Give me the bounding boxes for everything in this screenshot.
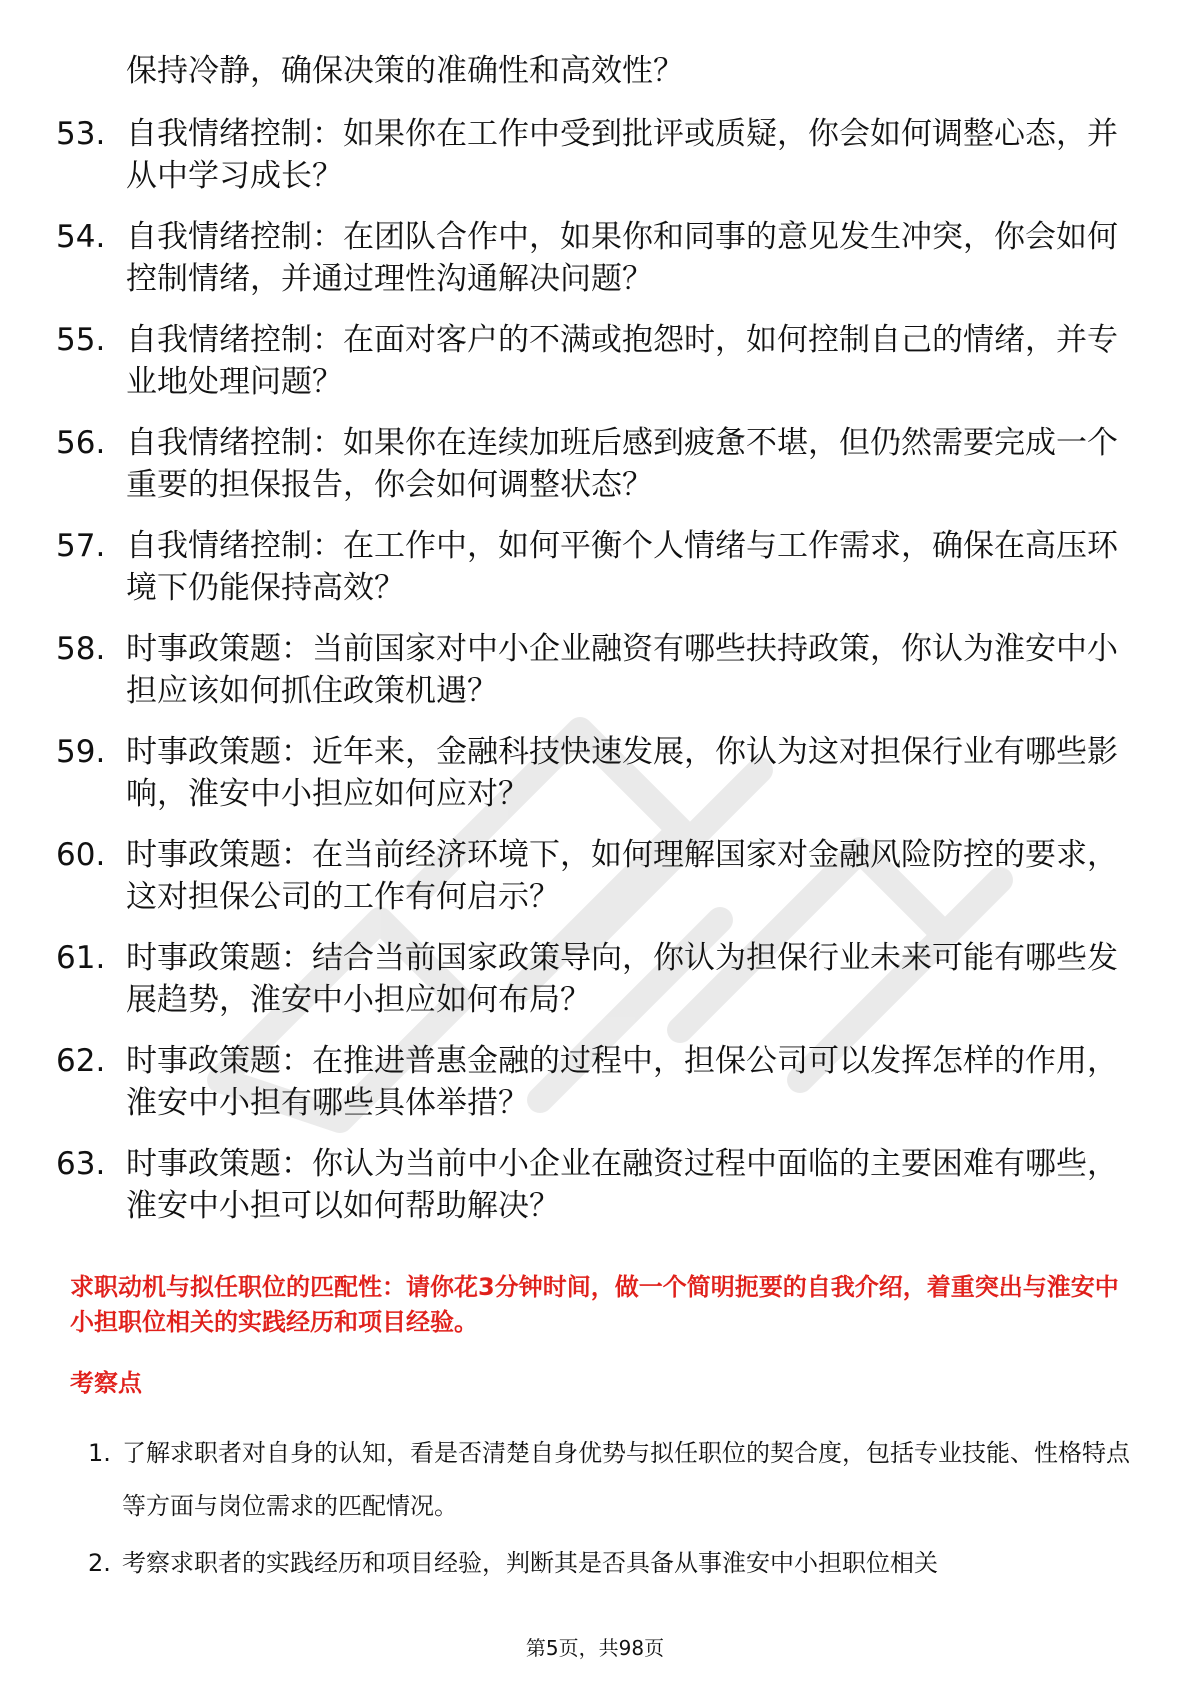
question-item-55	[56, 319, 1136, 403]
focus-point-2	[88, 1537, 1130, 1590]
question-item-61	[56, 937, 1136, 1021]
question-text: 自我情绪控制：在面对客户的不满或抱怨时，如何控制自己的情绪，并专业地处理问题？	[126, 322, 1118, 400]
answer-section	[70, 1270, 1130, 1594]
question-list	[56, 50, 1136, 1246]
question-number: 59.	[56, 734, 106, 770]
question-item-53	[56, 113, 1136, 197]
question-text: 时事政策题：在推进普惠金融的过程中，担保公司可以发挥怎样的作用，淮安中小担有哪些具体举措？	[126, 1043, 1118, 1121]
page-footer: 第5页，共98页	[525, 1636, 665, 1660]
question-item-54	[56, 216, 1136, 300]
question-item-63	[56, 1143, 1136, 1227]
question-item-52-continued	[56, 50, 1136, 92]
question-item-60	[56, 834, 1136, 918]
question-item-59	[56, 731, 1136, 815]
question-text: 自我情绪控制：在团队合作中，如果你和同事的意见发生冲突，你会如何控制情绪，并通过理性沟通解决问题？	[126, 219, 1118, 297]
question-text: 保持冷静，确保决策的准确性和高效性？	[126, 53, 684, 89]
question-text: 时事政策题：在当前经济环境下，如何理解国家对金融风险防控的要求，这对担保公司的工作有何启示？	[126, 837, 1118, 915]
question-number: 60.	[56, 837, 106, 873]
question-text: 时事政策题：结合当前国家政策导向，你认为担保行业未来可能有哪些发展趋势，淮安中小担应如何布局？	[126, 940, 1118, 1018]
question-text: 时事政策题：当前国家对中小企业融资有哪些扶持政策，你认为淮安中小担应该如何抓住政策机遇？	[126, 631, 1118, 709]
question-text: 时事政策题：近年来，金融科技快速发展，你认为这对担保行业有哪些影响，淮安中小担应如何应对？	[126, 734, 1118, 812]
question-text: 时事政策题：你认为当前中小企业在融资过程中面临的主要困难有哪些，淮安中小担可以如何帮助解决？	[126, 1146, 1118, 1224]
point-text: 考察求职者的实践经历和项目经验，判断其是否具备从事淮安中小担职位相关	[122, 1549, 938, 1577]
focus-points-title: 考察点	[70, 1369, 142, 1397]
question-number: 62.	[56, 1043, 106, 1079]
section-heading: 求职动机与拟任职位的匹配性：请你花3分钟时间，做一个简明扼要的自我介绍，着重突出与淮安中小担职位相关的实践经历和项目经验。	[70, 1273, 1119, 1336]
focus-points-list	[70, 1427, 1130, 1590]
point-number: 2.	[88, 1549, 111, 1577]
question-number: 63.	[56, 1146, 106, 1182]
question-text: 自我情绪控制：在工作中，如何平衡个人情绪与工作需求，确保在高压环境下仍能保持高效？	[126, 528, 1118, 606]
question-item-56	[56, 422, 1136, 506]
question-number: 58.	[56, 631, 106, 667]
question-text: 自我情绪控制：如果你在工作中受到批评或质疑，你会如何调整心态，并从中学习成长？	[126, 116, 1118, 194]
point-number: 1.	[88, 1439, 111, 1467]
question-number: 55.	[56, 322, 106, 358]
question-number: 56.	[56, 425, 106, 461]
question-number: 53.	[56, 116, 106, 152]
focus-point-1	[88, 1427, 1130, 1533]
question-item-57	[56, 525, 1136, 609]
point-text: 了解求职者对自身的认知，看是否清楚自身优势与拟任职位的契合度，包括专业技能、性格特点等方面与岗位需求的匹配情况。	[122, 1439, 1130, 1520]
question-text: 自我情绪控制：如果你在连续加班后感到疲惫不堪，但仍然需要完成一个重要的担保报告，你会如何调整状态？	[126, 425, 1118, 503]
question-number: 57.	[56, 528, 106, 564]
question-item-58	[56, 628, 1136, 712]
question-item-62	[56, 1040, 1136, 1124]
question-number: 54.	[56, 219, 106, 255]
question-number: 61.	[56, 940, 106, 976]
